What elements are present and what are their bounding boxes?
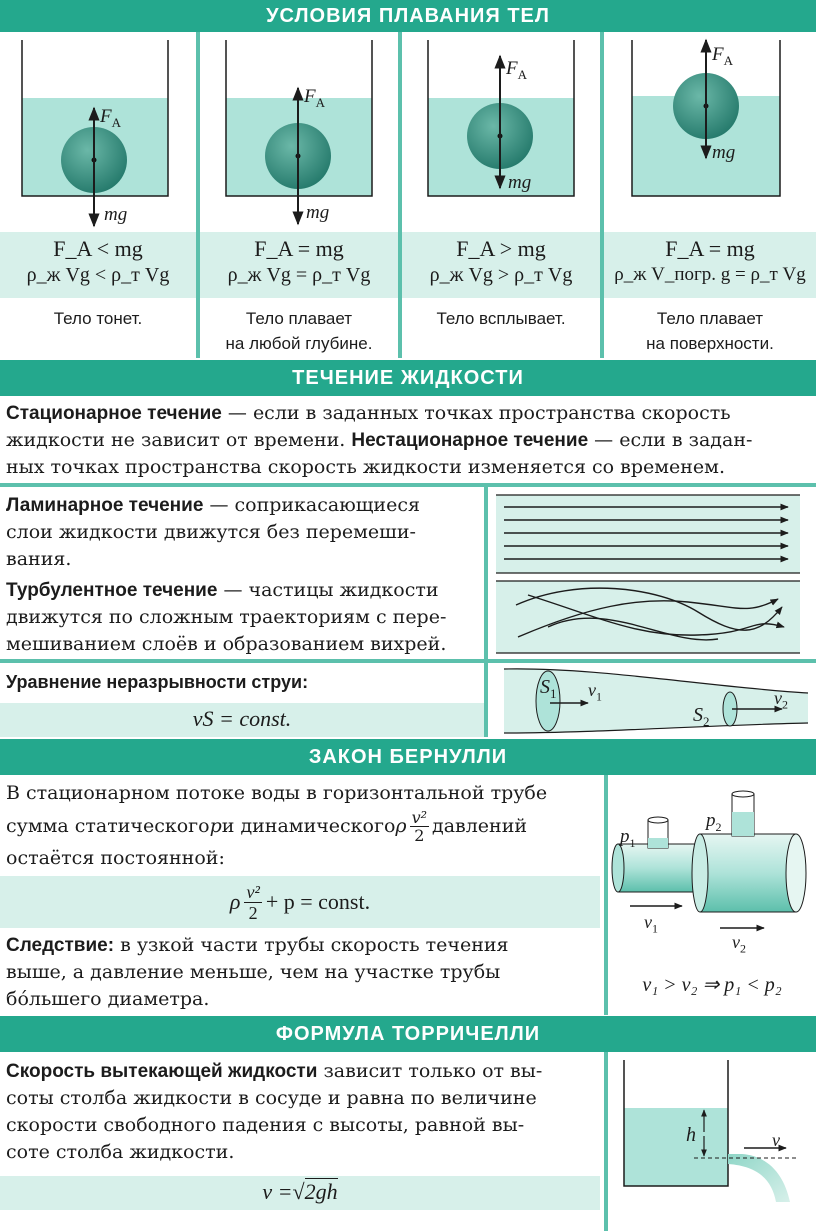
- section-header-bernoulli: ЗАКОН БЕРНУЛЛИ: [0, 739, 816, 775]
- force-label-mg: mg: [306, 202, 330, 223]
- case-density: ρ_ж V_погр. g = ρ_т Vg: [614, 264, 806, 285]
- turbulent-diagram: [496, 581, 800, 653]
- label-h: h: [686, 1124, 696, 1146]
- bernoulli-consequence: Следствие: в узкой части трубы скорость течения выше, а давление меньше, чем на участке трубы бóльшего диаметра.: [6, 934, 509, 1010]
- force-label-mg: mg: [712, 142, 736, 163]
- label-p2: $p_2$: [706, 810, 722, 834]
- case-density: ρ_ж Vg > ρ_т Vg: [429, 264, 573, 286]
- label-v1: $v_1$: [588, 680, 602, 704]
- case-density: ρ_ж Vg = ρ_т Vg: [227, 264, 371, 286]
- label-s1: $S_1$: [540, 676, 557, 701]
- case-relation: F_A = mg: [254, 236, 344, 261]
- vessel-sinking: [22, 40, 168, 226]
- case-caption: Тело тонет.: [53, 309, 143, 328]
- turbulent-definition: Турбулентное течение — частицы жидкости движутся по сложным траекториям с пере- мешиванием слоёв и образованием вихрей.: [6, 579, 447, 655]
- case-density: ρ_ж Vg < ρ_т Vg: [26, 264, 170, 286]
- flow-diagrams: [488, 487, 816, 659]
- force-label-fa: $F_A$: [304, 86, 325, 110]
- label-s2: $S_2$: [693, 704, 710, 729]
- label-v1: $v_1$: [644, 912, 658, 936]
- case-relation: F_A < mg: [53, 236, 143, 261]
- laminar-definition: Ламинарное течение — соприкасающиеся слои жидкости движутся без перемеши- вания.: [6, 494, 420, 570]
- continuity-formula: vS = const.: [192, 706, 292, 731]
- case-caption: Тело плавает на любой глубине.: [225, 309, 373, 353]
- label-v2: $v_2$: [732, 932, 746, 956]
- section-header-flow: ТЕЧЕНИЕ ЖИДКОСТИ: [0, 360, 816, 396]
- torricelli-formula: v =√2gh: [262, 1179, 338, 1204]
- case-caption: Тело всплывает.: [436, 309, 566, 328]
- case-relation: F_A = mg: [665, 236, 755, 261]
- force-label-fa: $F_A$: [100, 106, 121, 130]
- bernoulli-relation: v₁ > v₂ ⇒ p₁ < p₂: [642, 974, 782, 996]
- force-label-mg: mg: [508, 172, 532, 193]
- force-label-fa: $F_A$: [712, 44, 733, 68]
- continuity-title: Уравнение неразрывности струи:: [6, 672, 309, 692]
- case-caption: Тело плавает на поверхности.: [646, 309, 774, 353]
- label-v2: $v_2$: [774, 688, 788, 712]
- force-label-fa: $F_A$: [506, 58, 527, 82]
- bernoulli-formula: ρ v² 2 + p = const.: [229, 881, 371, 923]
- torricelli-statement: Скорость вытекающей жидкости зависит только от вы- соты столба жидкости в сосуде и равна по величине скорости свободного падения с высоты, равной вы- соте столба жидкости.: [6, 1060, 543, 1163]
- section-header-torricelli: ФОРМУЛА ТОРРИЧЕЛЛИ: [0, 1016, 816, 1052]
- force-label-mg: mg: [104, 204, 128, 225]
- vessel-neutral: [226, 40, 372, 224]
- case-relation: F_A > mg: [456, 236, 546, 261]
- vessel-rising: [428, 40, 574, 196]
- continuity-diagram: [488, 663, 816, 737]
- section-header-floating: УСЛОВИЯ ПЛАВАНИЯ ТЕЛ: [0, 0, 816, 32]
- torricelli-diagram: [608, 1052, 816, 1231]
- floating-diagrams: [0, 32, 816, 232]
- bernoulli-diagram: [608, 778, 816, 968]
- laminar-diagram: [496, 495, 800, 573]
- bernoulli-statement: В стационарном потоке воды в горизонтальной трубе сумма статического p и динамического ρ v² 2 давлений остаётся постоянной:: [6, 782, 548, 869]
- label-p1: $p_1$: [620, 826, 636, 850]
- stationary-definition: Стационарное течение — если в заданных точках пространства скорость жидкости не зависит от времени. Нестационарное течение — если в задан- ных точках пространства скорость жидкости изменяется со временем.: [6, 402, 753, 478]
- label-v: v: [772, 1130, 780, 1150]
- vessel-surface: [632, 40, 780, 196]
